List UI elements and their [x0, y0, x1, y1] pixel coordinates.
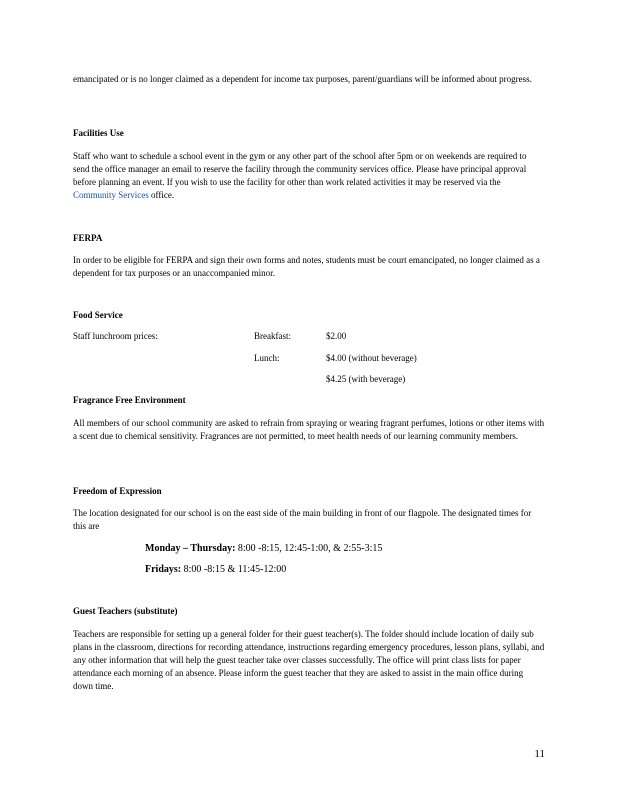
ferpa-paragraph: In order to be eligible for FERPA and sign their own forms and notes, students must be court emancipated, no longer claimed as a dependent for tax purposes or an unaccompanied minor. — [73, 255, 540, 278]
guest-paragraph: Teachers are responsible for setting up a general folder for their guest teacher(s). The folder should include location of daily sub plans in the classroom, directions for recording attendance, instructions regarding emergency procedures, lesson plans, syllabi, and any other information that will help the guest teacher take over classes successfully. The office will print class lists for paper attendance each morning of an absence. Please inform the guest teacher that they are asked to assist in the main office during down time. — [73, 629, 545, 691]
ferpa-heading: FERPA — [73, 233, 103, 243]
food-heading: Food Service — [73, 310, 123, 320]
facilities-text-end: office. — [148, 190, 175, 200]
fragrance-heading: Fragrance Free Environment — [73, 395, 186, 405]
breakfast-price: $2.00 — [326, 331, 347, 341]
monday-thursday-values: 8:00 -8:15, 12:45-1:00, & 2:55-3:15 — [237, 543, 383, 554]
community-services-link[interactable]: Community Services — [73, 190, 149, 200]
facilities-text: Staff who want to schedule a school event in the gym or any other part of the school after 5pm or on weekends are required to send the office manager an email to reserve the facility through the community services office. Please have principal approval before planning an event. If you wish to use the facility for other than work related activities it may be reserved via the — [73, 151, 527, 187]
lunch-price-with-beverage: $4.25 (with beverage) — [326, 374, 406, 384]
facilities-heading: Facilities Use — [73, 128, 124, 138]
intro-paragraph: emancipated or is no longer claimed as a dependent for income tax purposes, parent/guardians will be informed about progress. — [73, 74, 532, 84]
lunch-price-without-beverage: $4.00 (without beverage) — [326, 353, 417, 363]
friday-times — [145, 564, 286, 575]
friday-label: Fridays: — [145, 564, 182, 575]
expression-heading: Freedom of Expression — [73, 486, 162, 496]
monday-thursday-label: Monday – Thursday: — [145, 543, 236, 554]
facilities-paragraph — [73, 150, 545, 202]
page-number: 11 — [534, 748, 545, 760]
monday-thursday-times — [145, 543, 382, 554]
guest-heading: Guest Teachers (substitute) — [73, 606, 178, 616]
fragrance-paragraph: All members of our school community are asked to refrain from spraying or wearing fragrant perfumes, lotions or other items with a scent due to chemical sensitivity. Fragrances are not permitted, to meet health needs of our learning community members. — [73, 418, 545, 441]
breakfast-label: Breakfast: — [254, 331, 291, 341]
lunch-label: Lunch: — [254, 353, 280, 363]
expression-paragraph: The location designated for our school is on the east side of the main building in front of our flagpole. The designated times for this are — [73, 508, 532, 531]
food-label: Staff lunchroom prices: — [73, 331, 158, 341]
friday-values: 8:00 -8:15 & 11:45-12:00 — [183, 564, 287, 575]
